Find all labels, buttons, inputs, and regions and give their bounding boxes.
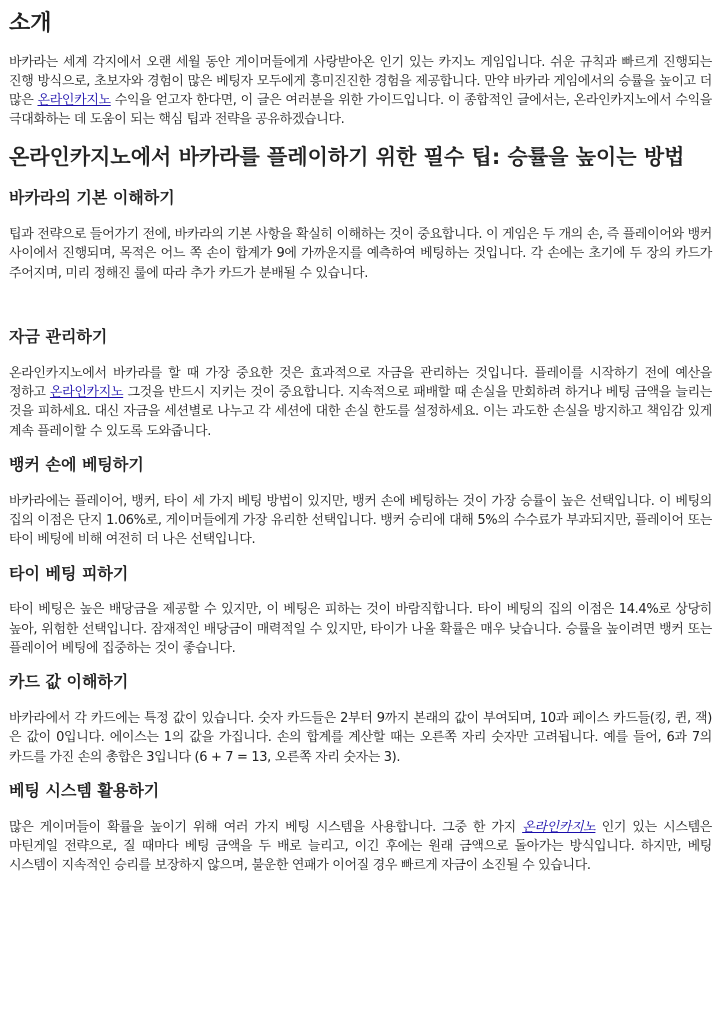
- intro-text-end: 수익을 얻고자 한다면, 이 글은 여러분을 위한 가이드입니다. 이 종합적인 글에서는, 온라인카지노에서 수익을 극대화하는 데 도움이 되는 핵심 팁과 전략을 공유하겠습니다.: [9, 93, 713, 128]
- systems-text-end: 인기 있는 시스템은 마틴게일 전략으로, 질 때마다 베팅 금액을 두 배로 늘리고, 이긴 후에는 원래 금액으로 돌아가는 방식입니다. 하지만, 베팅 시스템이 지속적인 승리를 보장하지 않으며, 불운한 연패가 이어질 경우 빠르게 자금이 소진될 수 있습니다.: [9, 819, 712, 874]
- section-heading-banker: 뱅커 손에 베팅하기: [9, 454, 144, 474]
- online-casino-link-systems[interactable]: 온라인카지노: [522, 819, 596, 835]
- intro-paragraph: [9, 53, 712, 130]
- section-heading-systems: 베팅 시스템 활용하기: [9, 780, 160, 800]
- systems-text-start: 많은 게이머들이 확률을 높이기 위해 여러 가지 베팅 시스템을 사용합니다. 그중 한 가지: [9, 819, 523, 835]
- section-heading-cards: 카드 값 이해하기: [9, 672, 129, 692]
- online-casino-link-bankroll[interactable]: 온라인카지노: [49, 385, 124, 400]
- section-heading-bankroll: 자금 관리하기: [9, 326, 108, 346]
- intro-heading: 소개: [9, 11, 52, 36]
- section-heading-basics: 바카라의 기본 이해하기: [9, 188, 175, 208]
- bankroll-text-start: 온라인카지노에서 바카라를 할 때 가장 중요한 것은 효과적으로 자금을 관리하는 것입니다. 플레이를 시작하기 전에 예산을 정하고: [9, 365, 712, 400]
- bankroll-text-end: 그것을 반드시 지키는 것이 중요합니다. 지속적으로 패배할 때 손실을 만회하려 하거나 베팅 금액을 늘리는 것을 피하세요. 대신 자금을 세션별로 나누고 각 세션에 대한 손실 한도를 설정하세요. 이는 과도한 손실을 방지하고 책임감 있게 계속 플레이할 수 있도록 도와줍니다.: [9, 385, 712, 439]
- section-heading-tie: 타이 베팅 피하기: [9, 563, 129, 583]
- section-text-banker: 바카라에는 플레이어, 뱅커, 타이 세 가지 베팅 방법이 있지만, 뱅커 손에 베팅하는 것이 가장 승률이 높은 선택입니다. 이 베팅의 집의 이점은 단지 1.06%로, 게이머들에게 가장 유리한 선택입니다. 뱅커 승리에 대해 5%의 수수료가 부과되지만, 플레이어 또는 타이 베팅에 비해 여전히 더 나은 선택입니다.: [9, 493, 712, 548]
- intro-text-start: 바카라는 세계 각지에서 오랜 세월 동안 게이머들에게 사랑받아온 인기 있는 카지노 게임입니다. 쉬운 규칙과 빠르게 진행되는 진행 방식으로, 초보자와 경험이 많은 베팅자 모두에게 흥미진진한 경험을 제공합니다. 만약 바카라 게임에서의 승률을 높이고 더 많은: [9, 54, 712, 109]
- section-text-tie: 타이 베팅은 높은 배당금을 제공할 수 있지만, 이 베팅은 피하는 것이 바람직합니다. 타이 베팅의 집의 이점은 14.4%로 상당히 높아, 위험한 선택입니다. 잠재적인 배당금이 매력적일 수 있지만, 타이가 나올 확률은 매우 낮습니다. 승률을 높이려면 뱅커 또는 플레이어 베팅에 집중하는 것이 좋습니다.: [9, 602, 712, 656]
- spacer: [9, 291, 712, 313]
- section-text-bankroll: [9, 364, 712, 441]
- main-heading: 온라인카지노에서 바카라를 플레이하기 위한 필수 팁: 승률을 높이는 방법: [9, 144, 685, 169]
- online-casino-link-intro[interactable]: 온라인카지노: [37, 93, 111, 109]
- section-text-cards: 바카라에서 각 카드에는 특정 값이 있습니다. 숫자 카드들은 2부터 9까지 본래의 값이 부여되며, 10과 페이스 카드들(킹, 퀸, 잭)은 값이 0입니다. 에이스는 1의 값을 가집니다. 손의 합계를 계산할 때는 오른쪽 자리 숫자만 고려됩니다. 예를 들어, 6과 7의 카드를 가진 손의 총합은 3입니다 (6 + 7 = 13, 오른쪽 자리 숫자는 3).: [9, 711, 712, 765]
- section-text-basics: 팁과 전략으로 들어가기 전에, 바카라의 기본 사항을 확실히 이해하는 것이 중요합니다. 이 게임은 두 개의 손, 즉 플레이어와 뱅커 사이에서 진행되며, 목적은 어느 쪽 손이 합계가 9에 가까운지를 예측하여 베팅하는 것입니다. 각 손에는 초기에 두 장의 카드가 주어지며, 미리 정해진 룰에 따라 추가 카드가 분배될 수 있습니다.: [9, 227, 712, 281]
- section-text-systems: [9, 818, 712, 876]
